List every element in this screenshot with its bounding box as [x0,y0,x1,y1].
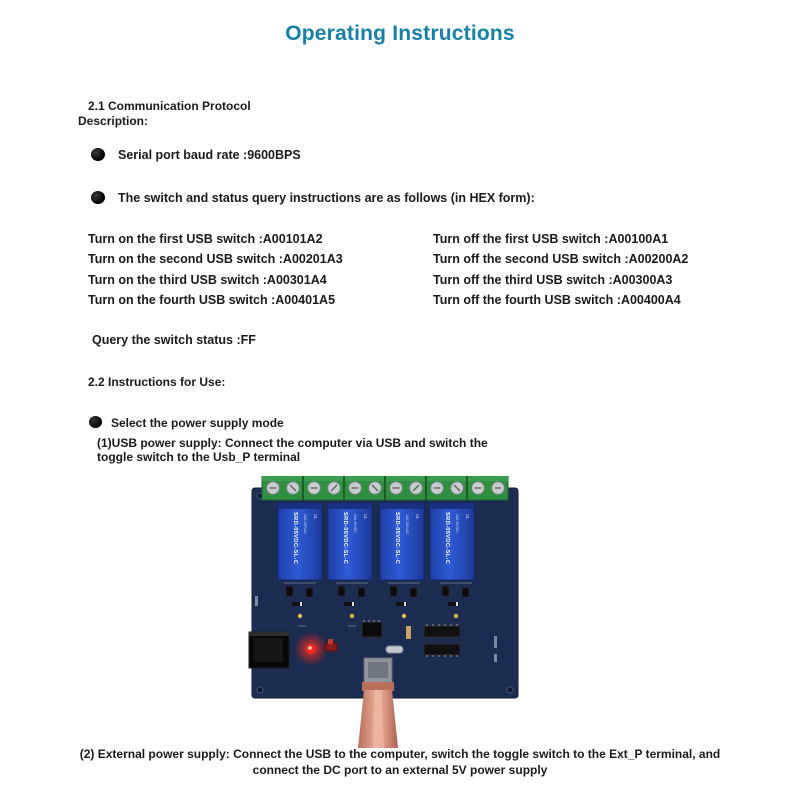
ul-mark: UL [313,514,318,520]
resistor-array [406,626,411,639]
relay-label: SRD-05VDC-SL-C [292,512,298,565]
command-text: Turn off the third USB switch :A00300A3 [433,272,673,287]
page-title: Operating Instructions [285,22,515,45]
baud-rate-text: Serial port baud rate :9600BPS [118,148,301,162]
section-heading-usage: 2.2 Instructions for Use: [88,375,226,389]
power-led [294,632,328,666]
relay-2 [328,503,372,580]
usb-supply-paragraph: (1)USB power supply: Connect the computer via USB and switch the toggle switch to the Usb_P terminal [97,436,488,464]
command-text: Turn on the second USB switch :A00201A3 [88,252,343,267]
relay-3 [380,503,424,580]
relay-label: SRD-05VDC-SL-C [444,512,450,565]
relay-4 [430,503,474,580]
turn-on-commands [88,229,433,311]
relay-board-svg [248,476,522,748]
mcu-chip [362,620,382,637]
command-text: Turn off the second USB switch :A00200A2 [433,252,689,267]
bullet-icon [89,416,102,428]
bullet-icon [91,191,105,204]
relay-rating: 10A 250VAC [303,514,307,535]
ic-chip [424,624,460,637]
ul-mark: UL [465,514,470,520]
dc-power-jack [249,632,289,668]
command-text: Turn off the first USB switch :A00100A1 [433,232,669,246]
hex-intro-text: The switch and status query instructions are as follows (in HEX form): [118,191,535,205]
command-text: Turn off the fourth USB switch :A00400A4 [433,293,681,308]
bullet-icon [91,148,105,161]
ul-mark: UL [363,514,368,520]
terminal-blocks [262,476,508,500]
turn-off-commands [433,229,688,311]
query-status-text: Query the switch status :FF [92,333,256,347]
ul-mark: UL [415,514,420,520]
relay-rating: 10A 250VAC [405,514,409,535]
power-mode-text: Select the power supply mode [111,416,284,430]
crystal-oscillator [386,646,403,653]
relay-label: SRD-05VDC-SL-C [394,512,400,565]
command-table [88,229,748,311]
relay-board-photo [248,476,522,748]
section-heading-protocol: 2.1 Communication Protocol Description: [78,99,251,128]
external-supply-paragraph: (2) External power supply: Connect the USB to the computer, switch the toggle switch to the Ext_P terminal, and connect the DC port to an external 5V power supply [79,747,721,777]
mounting-hole [257,687,263,693]
usb-cable [358,682,398,748]
command-text: Turn on the fourth USB switch :A00401A5 [88,293,336,308]
relay-1 [278,503,322,580]
usb-connector [364,658,392,683]
mounting-hole [507,687,513,693]
relay-label: SRD-05VDC-SL-C [342,512,348,565]
command-text: Turn on the third USB switch :A00301A4 [88,272,327,287]
ic-chip [424,644,460,657]
relay-rating: 10A 30VDC [455,514,459,533]
relay-rating: 10A 30VDC [353,514,357,533]
command-text: Turn on the first USB switch :A00101A2 [88,232,323,246]
